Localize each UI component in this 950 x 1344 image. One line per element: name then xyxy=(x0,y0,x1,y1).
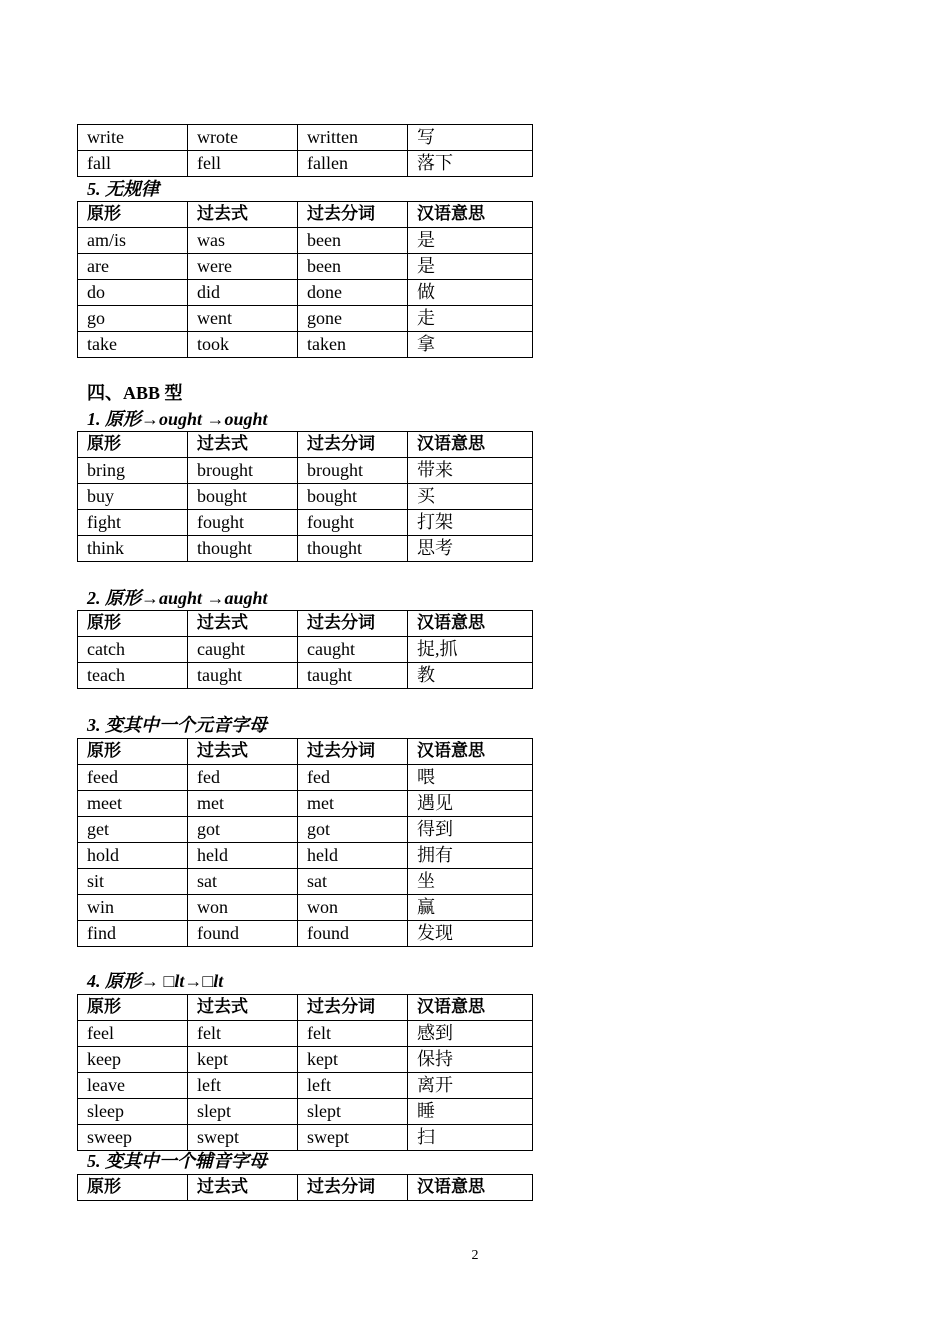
table-cell: meet xyxy=(78,791,188,817)
table-cell: fought xyxy=(188,510,298,536)
table-cell: 是 xyxy=(408,254,533,280)
table-cell: met xyxy=(298,791,408,817)
table-cell: 打架 xyxy=(408,510,533,536)
table-row xyxy=(78,536,533,562)
table-row xyxy=(78,921,533,947)
table-cell: 发现 xyxy=(408,921,533,947)
table-cell: 带来 xyxy=(408,458,533,484)
table-cell: gone xyxy=(298,306,408,332)
table-cell: am/is xyxy=(78,228,188,254)
section-title: 1. 原形→ought →ought xyxy=(87,409,268,429)
table-cell: sit xyxy=(78,869,188,895)
table-cell: slept xyxy=(298,1099,408,1125)
table-cell: caught xyxy=(188,637,298,663)
verb-table xyxy=(77,738,533,947)
table-cell: win xyxy=(78,895,188,921)
table-row xyxy=(78,332,533,358)
table-cell: fed xyxy=(298,765,408,791)
table-row xyxy=(78,817,533,843)
table-cell: brought xyxy=(188,458,298,484)
header-cell: 汉语意思 xyxy=(408,739,533,765)
table-cell: got xyxy=(298,817,408,843)
table-row xyxy=(78,791,533,817)
table-cell: bought xyxy=(298,484,408,510)
table-cell: taught xyxy=(298,663,408,689)
header-cell: 汉语意思 xyxy=(408,432,533,458)
header-cell: 过去式 xyxy=(188,995,298,1021)
table-cell: slept xyxy=(188,1099,298,1125)
table-row xyxy=(78,663,533,689)
table-cell: 喂 xyxy=(408,765,533,791)
table-header-row xyxy=(78,611,533,637)
table-cell: sweep xyxy=(78,1125,188,1151)
table-row xyxy=(78,510,533,536)
header-cell: 汉语意思 xyxy=(408,995,533,1021)
table-row xyxy=(78,484,533,510)
table-cell: was xyxy=(188,228,298,254)
table-cell: leave xyxy=(78,1073,188,1099)
table-cell: left xyxy=(188,1073,298,1099)
table-cell: left xyxy=(298,1073,408,1099)
section-title: 2. 原形→aught →aught xyxy=(87,588,268,608)
verb-table xyxy=(77,994,533,1151)
table-cell: 得到 xyxy=(408,817,533,843)
table-row xyxy=(78,280,533,306)
table-cell: felt xyxy=(298,1021,408,1047)
table-cell: went xyxy=(188,306,298,332)
header-cell: 过去分词 xyxy=(298,995,408,1021)
table-cell: get xyxy=(78,817,188,843)
header-cell: 原形 xyxy=(78,1175,188,1201)
table-cell: been xyxy=(298,254,408,280)
table-header-row xyxy=(78,202,533,228)
table-cell: 赢 xyxy=(408,895,533,921)
section-title: 4. 原形→ □lt→□lt xyxy=(87,971,224,991)
table-cell: 做 xyxy=(408,280,533,306)
table-cell: 走 xyxy=(408,306,533,332)
table-cell: 坐 xyxy=(408,869,533,895)
table-row xyxy=(78,869,533,895)
table-cell: fell xyxy=(188,151,298,177)
table-cell: 拿 xyxy=(408,332,533,358)
table-cell: catch xyxy=(78,637,188,663)
header-cell: 过去式 xyxy=(188,202,298,228)
table-header-row xyxy=(78,995,533,1021)
table-cell: written xyxy=(298,125,408,151)
header-cell: 汉语意思 xyxy=(408,611,533,637)
table-cell: held xyxy=(298,843,408,869)
table-cell: found xyxy=(188,921,298,947)
table-cell: take xyxy=(78,332,188,358)
verb-table xyxy=(77,431,533,562)
header-cell: 过去分词 xyxy=(298,202,408,228)
table-cell: brought xyxy=(298,458,408,484)
table-cell: wrote xyxy=(188,125,298,151)
table-row xyxy=(78,843,533,869)
header-cell: 过去分词 xyxy=(298,432,408,458)
table-header-row xyxy=(78,739,533,765)
table-cell: been xyxy=(298,228,408,254)
table-cell: swept xyxy=(298,1125,408,1151)
table-cell: feed xyxy=(78,765,188,791)
table-row xyxy=(78,637,533,663)
table-row xyxy=(78,895,533,921)
table-header-row xyxy=(78,1175,533,1201)
table-cell: 教 xyxy=(408,663,533,689)
table-cell: 捉,抓 xyxy=(408,637,533,663)
header-cell: 过去分词 xyxy=(298,739,408,765)
table-row xyxy=(78,1021,533,1047)
table-cell: done xyxy=(298,280,408,306)
table-cell: bring xyxy=(78,458,188,484)
table-cell: feel xyxy=(78,1021,188,1047)
table-cell: swept xyxy=(188,1125,298,1151)
table-cell: met xyxy=(188,791,298,817)
header-cell: 过去式 xyxy=(188,1175,298,1201)
page-number: 2 xyxy=(471,1248,479,1263)
header-cell: 过去分词 xyxy=(298,611,408,637)
table-cell: fall xyxy=(78,151,188,177)
section-title: 5. 无规律 xyxy=(87,179,159,199)
table-row xyxy=(78,1073,533,1099)
table-cell: 遇见 xyxy=(408,791,533,817)
table-cell: 写 xyxy=(408,125,533,151)
part-title: 四、ABB 型 xyxy=(87,383,183,403)
table-cell: 睡 xyxy=(408,1099,533,1125)
table-cell: fight xyxy=(78,510,188,536)
table-cell: held xyxy=(188,843,298,869)
table-cell: hold xyxy=(78,843,188,869)
verb-table xyxy=(77,610,533,689)
table-cell: 是 xyxy=(408,228,533,254)
table-cell: took xyxy=(188,332,298,358)
table-cell: do xyxy=(78,280,188,306)
table-cell: taken xyxy=(298,332,408,358)
table-cell: found xyxy=(298,921,408,947)
table-cell: fed xyxy=(188,765,298,791)
table-row xyxy=(78,1125,533,1151)
table-cell: 落下 xyxy=(408,151,533,177)
table-cell: felt xyxy=(188,1021,298,1047)
table-row xyxy=(78,306,533,332)
table-row xyxy=(78,125,533,151)
table-cell: keep xyxy=(78,1047,188,1073)
table-cell: thought xyxy=(298,536,408,562)
header-cell: 原形 xyxy=(78,739,188,765)
table-cell: buy xyxy=(78,484,188,510)
table-row xyxy=(78,765,533,791)
table-cell: 感到 xyxy=(408,1021,533,1047)
table-cell: write xyxy=(78,125,188,151)
table-cell: were xyxy=(188,254,298,280)
table-row xyxy=(78,228,533,254)
header-cell: 汉语意思 xyxy=(408,1175,533,1201)
table-cell: did xyxy=(188,280,298,306)
header-cell: 过去式 xyxy=(188,739,298,765)
section-title: 3. 变其中一个元音字母 xyxy=(87,715,267,735)
table-cell: 思考 xyxy=(408,536,533,562)
table-cell: caught xyxy=(298,637,408,663)
table-cell: 买 xyxy=(408,484,533,510)
table-cell: won xyxy=(188,895,298,921)
table-row xyxy=(78,254,533,280)
table-cell: 保持 xyxy=(408,1047,533,1073)
table-cell: 扫 xyxy=(408,1125,533,1151)
table-cell: think xyxy=(78,536,188,562)
table-cell: fallen xyxy=(298,151,408,177)
table-cell: 拥有 xyxy=(408,843,533,869)
table-row xyxy=(78,1099,533,1125)
header-cell: 过去式 xyxy=(188,432,298,458)
verb-table xyxy=(77,124,533,177)
table-cell: kept xyxy=(298,1047,408,1073)
verb-table xyxy=(77,201,533,358)
table-cell: won xyxy=(298,895,408,921)
table-cell: sat xyxy=(298,869,408,895)
table-cell: taught xyxy=(188,663,298,689)
table-cell: sat xyxy=(188,869,298,895)
table-header-row xyxy=(78,432,533,458)
header-cell: 汉语意思 xyxy=(408,202,533,228)
header-cell: 原形 xyxy=(78,432,188,458)
header-cell: 原形 xyxy=(78,995,188,1021)
section-title: 5. 变其中一个辅音字母 xyxy=(87,1151,267,1171)
table-row xyxy=(78,151,533,177)
verb-table xyxy=(77,1174,533,1201)
table-cell: find xyxy=(78,921,188,947)
header-cell: 过去式 xyxy=(188,611,298,637)
table-cell: sleep xyxy=(78,1099,188,1125)
table-cell: are xyxy=(78,254,188,280)
table-cell: got xyxy=(188,817,298,843)
table-cell: bought xyxy=(188,484,298,510)
table-cell: teach xyxy=(78,663,188,689)
table-cell: 离开 xyxy=(408,1073,533,1099)
header-cell: 原形 xyxy=(78,611,188,637)
table-cell: go xyxy=(78,306,188,332)
header-cell: 过去分词 xyxy=(298,1175,408,1201)
table-row xyxy=(78,1047,533,1073)
header-cell: 原形 xyxy=(78,202,188,228)
table-row xyxy=(78,458,533,484)
table-cell: fought xyxy=(298,510,408,536)
table-cell: thought xyxy=(188,536,298,562)
table-cell: kept xyxy=(188,1047,298,1073)
